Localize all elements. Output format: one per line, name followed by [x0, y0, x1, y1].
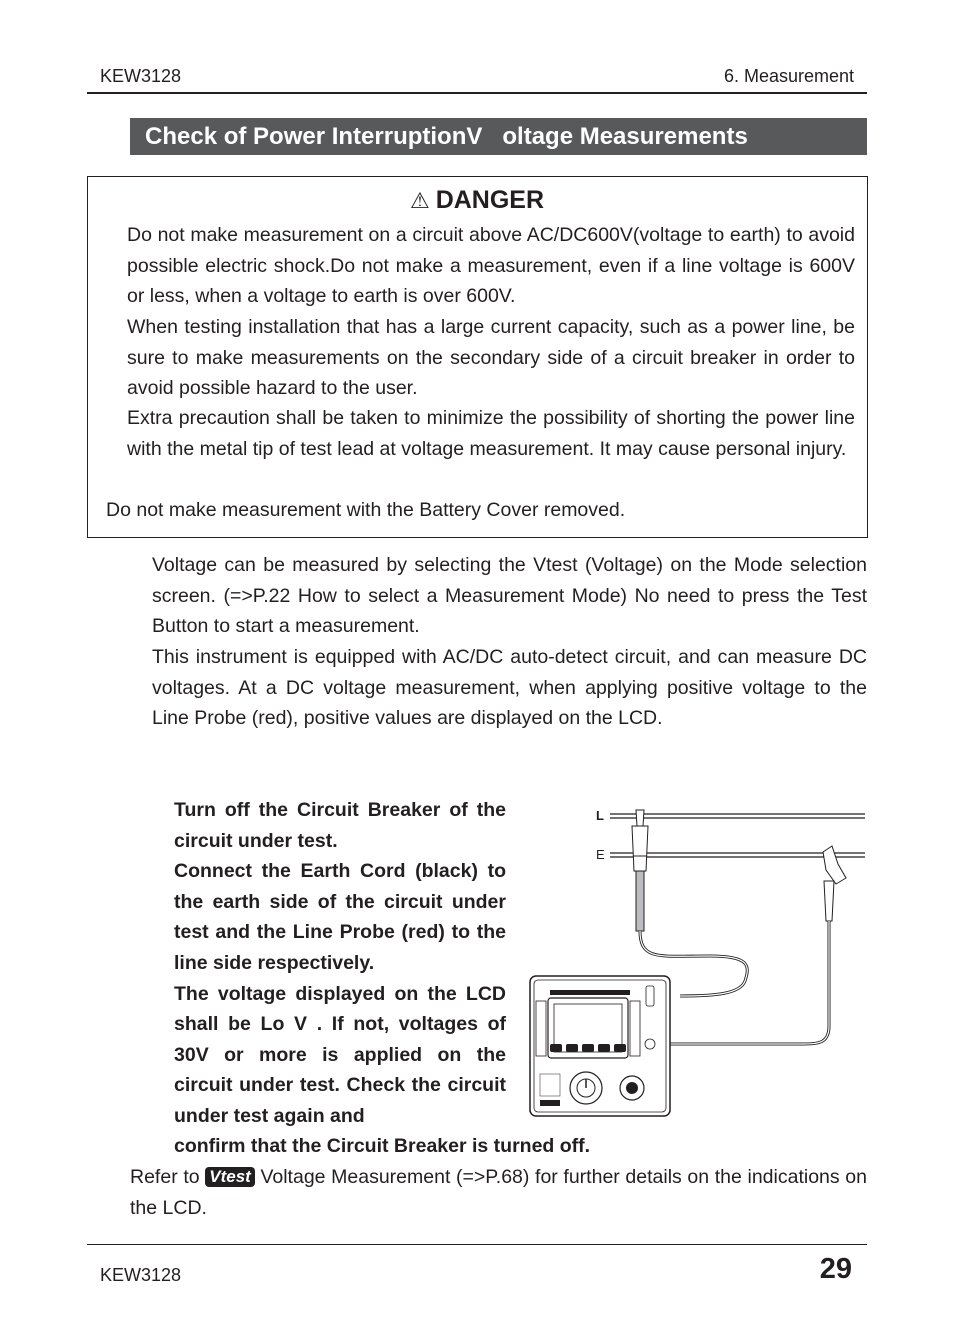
danger-title-text: DANGER [435, 186, 545, 214]
step-3-continuation: confirm that the Circuit Breaker is turned off. [174, 1135, 591, 1157]
refer-after: Voltage Measurement (=>P.68) for further details on the indications on the LCD. [130, 1166, 867, 1219]
danger-paragraph: Extra precaution shall be taken to minimize the possibility of shorting the power line with the metal tip of test lead at voltage measurement. It may cause personal injury. [127, 407, 855, 460]
body-paragraph: Voltage can be measured by selecting the Vtest (Voltage) on the Mode selection screen. (=>P.22 How to select a Measurement Mode) No need to press the Test Button to start a measurement. [152, 554, 867, 637]
footer-model: KEW3128 [100, 1265, 182, 1285]
procedure-steps [174, 795, 506, 1132]
danger-paragraph: Do not make measurement on a circuit above AC/DC600V(voltage to earth) to avoid possible electric shock.Do not make a measurement, even if a line voltage is 600V or less, when a voltage to earth is over 600V. [127, 224, 855, 307]
refer-before: Refer to [130, 1166, 206, 1188]
warning-triangle-icon: ⚠ [409, 188, 430, 213]
label-earth: E [596, 847, 605, 862]
header-chapter: 6. Measurement [723, 66, 854, 86]
header-model: KEW3128 [100, 66, 182, 86]
label-line: L [596, 808, 604, 823]
instrument-icon [530, 976, 670, 1116]
step-1: Turn off the Circuit Breaker of the circuit under test. [174, 799, 506, 852]
danger-paragraph: When testing installation that has a large current capacity, such as a power line, be sure to make measurements on the secondary side of a circuit breaker in order to avoid possible hazard to the user. [127, 316, 855, 399]
connection-diagram [520, 796, 870, 1126]
step-3: The voltage displayed on the LCD shall be Lo V . If not, voltages of 30V or more is applied on the circuit under test. Check the circuit under test again and [174, 982, 506, 1127]
step-2: Connect the Earth Cord (black) to the earth side of the circuit under test and the Line Probe (red) to the line side respectively. [174, 860, 506, 974]
header-divider [87, 92, 867, 94]
line-probe-icon [632, 810, 648, 931]
body-paragraph: This instrument is equipped with AC/DC auto-detect circuit, and can measure DC voltages. At a DC voltage measurement, when applying positive voltage to the Line Probe (red), positive values are displayed on the LCD. [152, 646, 867, 729]
section-title: Check of Power InterruptionV oltage Measurements [130, 118, 867, 155]
footer-divider [87, 1244, 867, 1245]
danger-heading [0, 186, 954, 215]
danger-paragraph: Do not make measurement with the Battery Cover removed. [106, 499, 626, 521]
refer-paragraph [130, 1162, 867, 1223]
page-number: 29 [819, 1253, 852, 1285]
vtest-logo-icon: Vtest [205, 1167, 255, 1187]
